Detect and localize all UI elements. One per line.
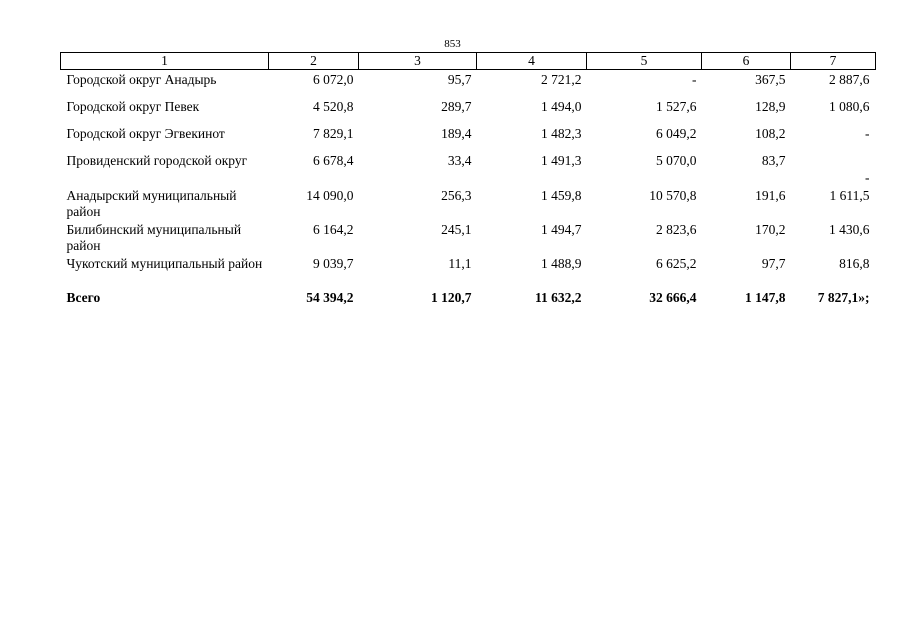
cell-value: 6 678,4 — [313, 153, 354, 168]
total-value: 7 827,1»; — [817, 290, 870, 305]
cell-value: - — [865, 170, 870, 185]
cell-value: 2 887,6 — [829, 72, 870, 87]
cell-value: - — [692, 72, 697, 87]
column-header: 3 — [359, 53, 477, 70]
column-header: 4 — [477, 53, 587, 70]
cell-value: 1 080,6 — [829, 99, 870, 114]
cell-value: 1 494,0 — [541, 99, 582, 114]
cell-value: 83,7 — [761, 153, 786, 168]
cell-value: 256,3 — [441, 188, 472, 203]
cell-value: 289,7 — [441, 99, 472, 114]
cell-value: 6 072,0 — [313, 72, 354, 87]
cell-value: 14 090,0 — [306, 188, 354, 203]
total-value: 32 666,4 — [649, 290, 697, 305]
row-name: Анадырский муниципальный район — [66, 188, 237, 219]
cell-value: 4 520,8 — [313, 99, 354, 114]
cell-value: 1 527,6 — [656, 99, 697, 114]
table-row — [61, 221, 876, 255]
table-row — [61, 124, 876, 151]
column-header: 1 — [61, 53, 269, 70]
cell-value: 367,5 — [755, 72, 786, 87]
cell-value: 1 491,3 — [541, 153, 582, 168]
cell-value: 9 039,7 — [313, 256, 354, 271]
cell-value: 191,6 — [755, 188, 786, 203]
cell-value: 108,2 — [755, 126, 786, 141]
column-header: 5 — [587, 53, 702, 70]
data-table — [60, 52, 876, 308]
cell-value: 1 482,3 — [541, 126, 582, 141]
row-name: Билибинский муниципальный район — [66, 222, 242, 253]
cell-value: 2 823,6 — [656, 222, 697, 237]
cell-value: 1 459,8 — [541, 188, 582, 203]
cell-value: 5 070,0 — [656, 153, 697, 168]
table-row — [61, 151, 876, 187]
cell-value: 245,1 — [441, 222, 472, 237]
column-header: 2 — [269, 53, 359, 70]
row-name: Городской округ Анадырь — [66, 72, 217, 87]
cell-value: 1 494,7 — [541, 222, 582, 237]
cell-value: 97,7 — [761, 256, 786, 271]
row-name: Чукотский муниципальный район — [66, 256, 263, 271]
cell-value: 10 570,8 — [649, 188, 697, 203]
cell-value: 33,4 — [447, 153, 472, 168]
table-body — [61, 70, 876, 309]
row-name: Провиденский городской округ — [66, 153, 248, 168]
column-header: 6 — [702, 53, 791, 70]
total-label: Всего — [66, 290, 101, 305]
cell-value: 7 829,1 — [313, 126, 354, 141]
cell-value: 6 164,2 — [313, 222, 354, 237]
cell-value: 1 611,5 — [829, 188, 870, 203]
total-row — [61, 289, 876, 308]
row-name: Городской округ Певек — [66, 99, 200, 114]
table-row — [61, 97, 876, 124]
table-header — [61, 53, 876, 70]
total-value: 11 632,2 — [534, 290, 582, 305]
table-row — [61, 187, 876, 221]
cell-value: 6 625,2 — [656, 256, 697, 271]
row-name: Городской округ Эгвекинот — [66, 126, 225, 141]
cell-value: 128,9 — [755, 99, 786, 114]
cell-value: 189,4 — [441, 126, 472, 141]
page-number: 853 — [444, 38, 461, 50]
cell-value: 1 430,6 — [829, 222, 870, 237]
cell-value: 11,1 — [448, 256, 472, 271]
cell-value: 1 488,9 — [541, 256, 582, 271]
total-value: 54 394,2 — [306, 290, 354, 305]
table-row — [61, 70, 876, 98]
cell-value: 816,8 — [839, 256, 870, 271]
column-header: 7 — [791, 53, 876, 70]
cell-value: - — [865, 126, 870, 141]
cell-value: 170,2 — [755, 222, 786, 237]
total-value: 1 120,7 — [431, 290, 472, 305]
table-row — [61, 255, 876, 289]
cell-value: 6 049,2 — [656, 126, 697, 141]
cell-value: 95,7 — [447, 72, 472, 87]
cell-value: 2 721,2 — [541, 72, 582, 87]
header-row — [61, 53, 876, 70]
total-value: 1 147,8 — [745, 290, 786, 305]
